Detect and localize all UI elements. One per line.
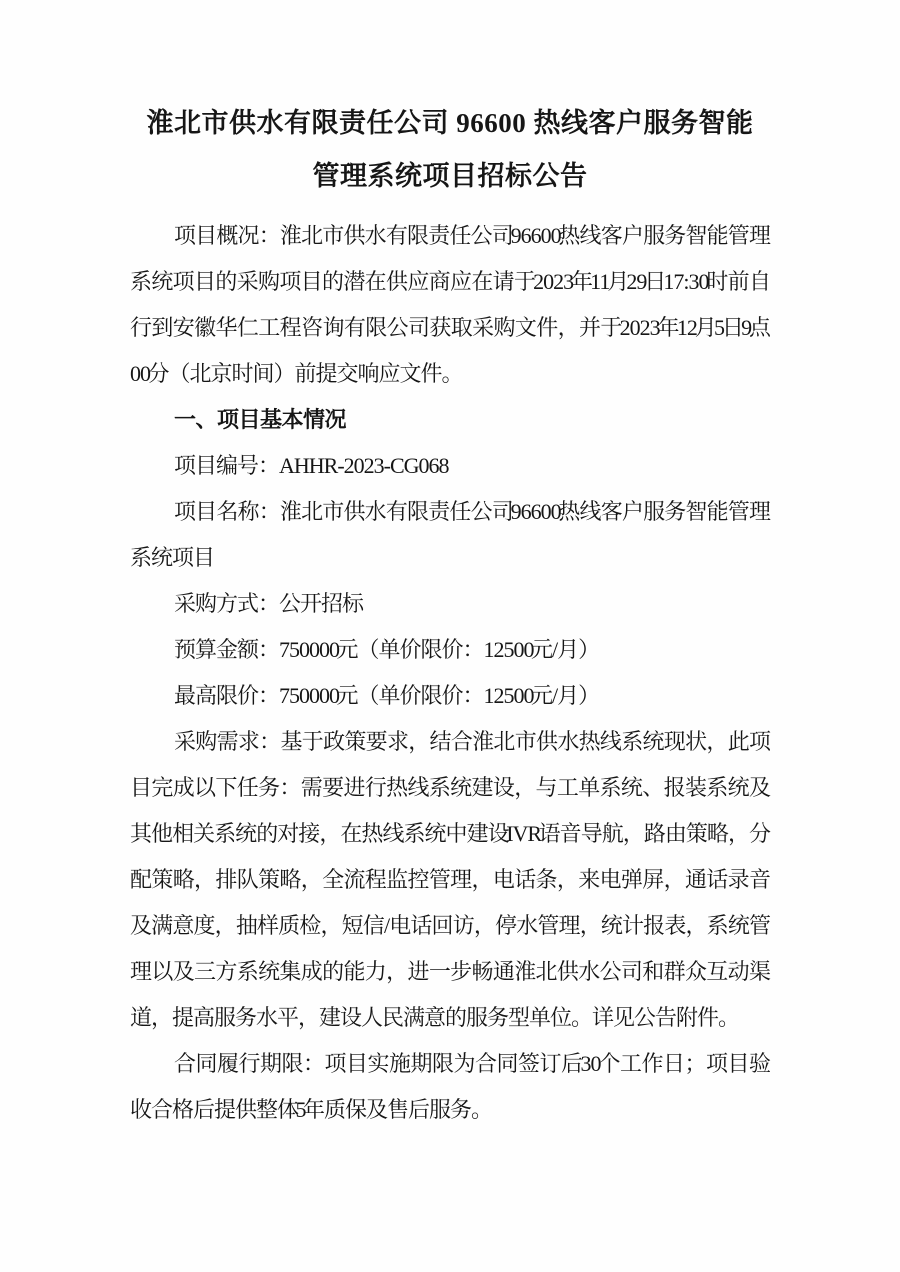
field-project-name: 项目名称：淮北市供水有限责任公司 96600 热线客户服务智能管理系统项目 [130,499,770,570]
field-procurement-method: 采购方式：公开招标 [174,591,364,616]
document-title [130,97,770,203]
paragraph-procurement-requirements: 采购需求：基于政策要求，结合淮北市供水热线系统现状，此项目完成以下任务：需要进行热线系统建设，与工单系统、报装系统及其他相关系统的对接，在热线系统中建设 IVR 语音导航，路由策略，分配策略，排队策略，全流程监控管理，电话条，来电弹屏，通话录音及满意度，抽样质检，短信/电话回访，停水管理，统计报表，系统管理以及三方系统集成的能力，进一步畅通淮北供水公司和群众互动渠道，提高服务水平，建设人民满意的服务型单位。详见公告附件。 [130,729,770,1030]
document-title-line-1: 淮北市供水有限责任公司 96600 热线客户服务智能 [146,108,754,138]
paragraph-project-overview: 项目概况：淮北市供水有限责任公司 96600 热线客户服务智能管理系统项目的采购项目的潜在供应商应在请于 2023 年 11 月 29 日 17:30 时前自行到安徽华仁工程咨询有限公司获取采购文件，并于 2023 年 12 月 5 日 9 点 00 分（北京时间）前提交响应文件。 [130,223,770,386]
paragraph-contract-period: 合同履行期限：项目实施期限为合同签订后 30 个工作日；项目验收合格后提供整体 5 年质保及售后服务。 [130,1051,770,1122]
field-budget-amount: 预算金额：750000 元（单价限价：12500 元/月） [174,637,600,662]
document-title-line-2: 管理系统项目招标公告 [312,161,588,191]
field-project-number: 项目编号：AHHR-2023-CG068 [174,453,449,478]
section-heading-basic-info: 一、项目基本情况 [174,407,347,432]
field-max-price: 最高限价：750000 元（单价限价：12500 元/月） [174,683,600,708]
